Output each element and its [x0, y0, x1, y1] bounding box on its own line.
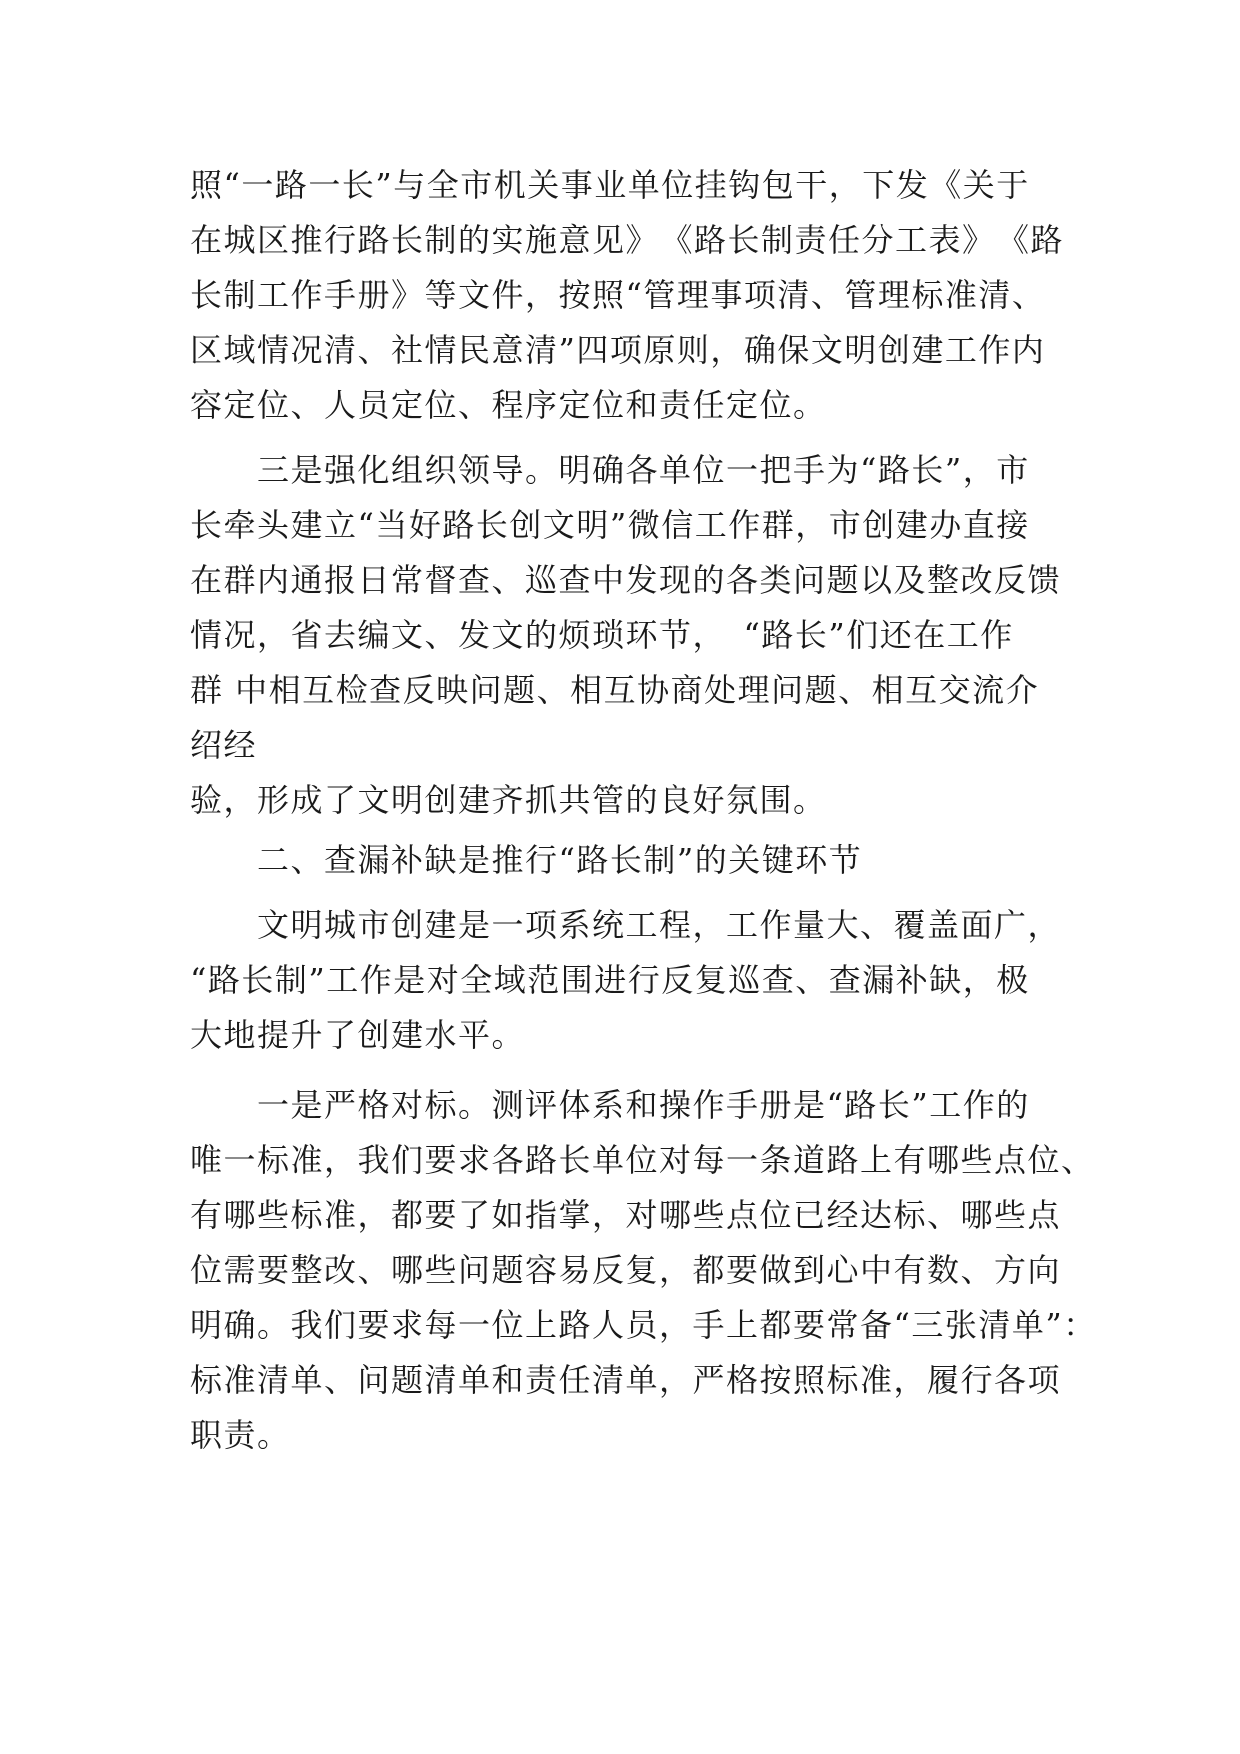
text-line: 唯一标准，我们要求各路长单位对每一条道路上有哪些点位、	[190, 1141, 1095, 1179]
text-line: “路长制”工作是对全域范围进行反复巡查、查漏补缺，极	[190, 961, 1030, 999]
text-line: 三是强化组织领导。明确各单位一把手为“路长”，市	[190, 451, 1030, 489]
text-line: 标准清单、问题清单和责任清单，严格按照标准，履行各项	[190, 1361, 1062, 1399]
text-line: 在群内通报日常督查、巡查中发现的各类问题以及整改反馈	[190, 561, 1062, 599]
text-line: 群 中相互检查反映问题、相互协商处理问题、相互交流介	[190, 671, 1040, 709]
text-line: 职责。	[190, 1416, 291, 1454]
text-line: 大地提升了创建水平。	[190, 1016, 526, 1054]
text-line: 照“一路一长”与全市机关事业单位挂钩包干，下发《关于	[190, 166, 1030, 204]
text-line: 明确。我们要求每一位上路人员，手上都要常备“三张清单”：	[190, 1306, 1097, 1344]
text-line: 在城区推行路长制的实施意见》 《路长制责任分工表》 《路	[190, 221, 1065, 259]
text-line: 位需要整改、哪些问题容易反复，都要做到心中有数、方向	[190, 1251, 1062, 1289]
text-line: 长制工作手册》等文件，按照“管理事项清、管理标准清、	[190, 276, 1046, 314]
text-line: 有哪些标准，都要了如指掌，对哪些点位已经达标、哪些点	[190, 1196, 1062, 1234]
text-line: 容定位、人员定位、程序定位和责任定位。	[190, 386, 827, 424]
text-line: 文明城市创建是一项系统工程，工作量大、覆盖面广，	[190, 906, 1062, 944]
text-line: 一是严格对标。测评体系和操作手册是“路长”工作的	[190, 1086, 1030, 1124]
text-line: 绍经	[190, 726, 258, 764]
section-heading: 二、查漏补缺是推行“路长制”的关键环节	[190, 841, 863, 879]
text-line: 情况，省去编文、发文的烦琐环节， “路长”们还在工作	[190, 616, 1014, 654]
text-line: 长牵头建立“当好路长创文明”微信工作群，市创建办直接	[190, 506, 1030, 544]
text-line: 验，形成了文明创建齐抓共管的良好氛围。	[190, 781, 827, 819]
text-line: 区域情况清、社情民意清”四项原则，确保文明创建工作内	[190, 331, 1046, 369]
